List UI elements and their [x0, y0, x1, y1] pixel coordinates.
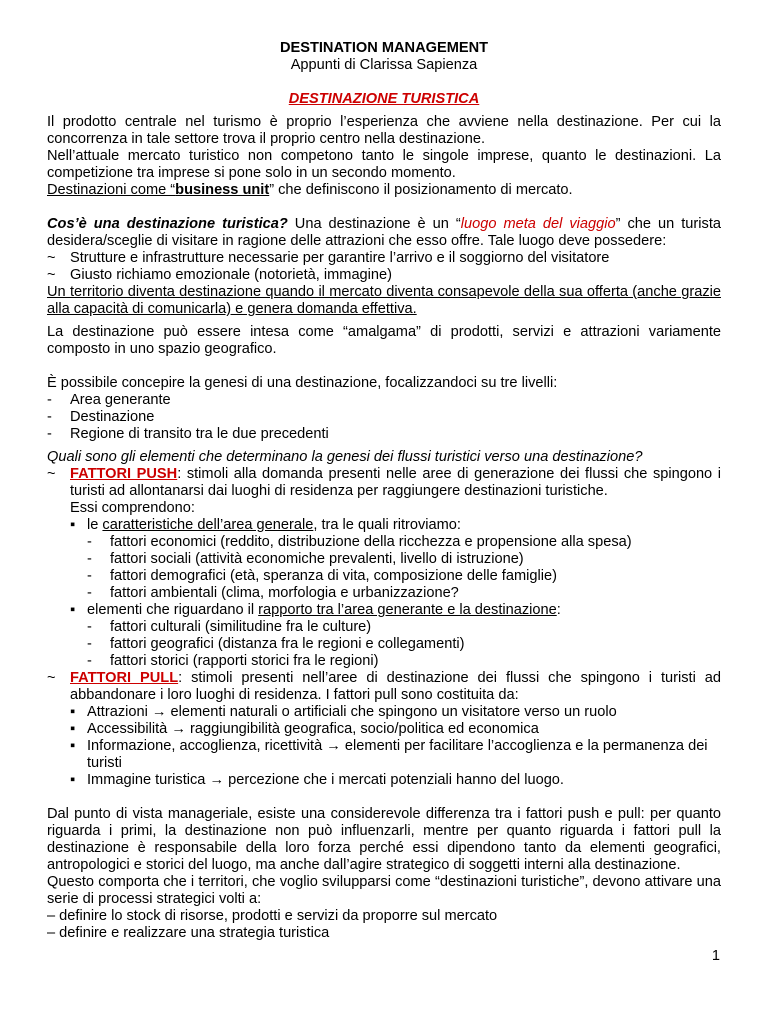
tilde-bullet: ~ — [47, 466, 56, 482]
list-item: ▪ Informazione, accoglienza, ricettività → elementi per facilitare l’accoglienza e la permanenza dei turisti — [70, 738, 708, 771]
intro-paragraph-3: Destinazioni come “business unit” che definiscono il posizionamento di mercato. — [47, 182, 573, 198]
list-item: - fattori storici (rapporti storici fra le regioni) — [87, 653, 379, 669]
list-item: ▪ Immagine turistica → percezione che i mercati potenziali hanno del luogo. — [70, 772, 564, 788]
list-item: - fattori geografici (distanza fra le regioni e collegamenti) — [87, 636, 465, 652]
pull-label: FATTORI PULL — [70, 670, 179, 686]
intro-paragraph-2: Nell’attuale mercato turistico non competono tanto le singole imprese, quanto le destinazioni. La competizione tra imprese si pone solo in un secondo momento. — [47, 148, 721, 181]
tilde-bullet: ~ — [47, 250, 56, 266]
list-item: ▪ Accessibilità → raggiungibilità geografica, socio/politica ed economica — [70, 721, 539, 737]
conclusion-paragraph-1: Dal punto di vista manageriale, esiste una considerevole differenza tra i fattori push e pull: per quanto riguarda i primi, la destinazione non può influenzarli, mentre per quanto riguarda i fattori pull la destinazione è responsabile della loro forza perché essi dipendono tanto da elementi geografici, antropologici e storici del luogo, ma anche dall’agire strategico di soggetti interni alla destinazione. — [47, 806, 721, 873]
intro-paragraph-1: Il prodotto centrale nel turismo è proprio l’esperienza che avviene nella destinazione. Per cui la concorrenza in tale settore trova il proprio centro nella destinazione. — [47, 114, 721, 147]
list-item: - fattori culturali (similitudine fra le culture) — [87, 619, 372, 635]
list-item: - Destinazione — [47, 409, 155, 425]
page-number: 1 — [711, 948, 720, 964]
amalgama-paragraph: La destinazione può essere intesa come “amalgama” di prodotti, servizi e attrazioni variamente composto in uno spazio geografico. — [47, 324, 721, 357]
list-item: - fattori sociali (attività economiche prevalenti, livello di istruzione) — [87, 551, 524, 567]
section-title: DESTINAZIONE TURISTICA — [288, 91, 480, 107]
push-factors-item: ~ FATTORI PUSH: stimoli alla domanda presenti nelle aree di generazione dei flussi che spingono i turisti ad allontanarsi dai luoghi di residenza per raggiungere destinazioni turistiche. — [47, 466, 721, 499]
tilde-bullet: ~ — [47, 670, 56, 686]
page-content — [47, 40, 721, 942]
list-item: - Area generante — [47, 392, 171, 408]
list-item: - fattori demografici (età, speranza di vita, composizione delle famiglie) — [87, 568, 557, 584]
list-item: ▪ elementi che riguardano il rapporto tra l’area generante e la destinazione: — [70, 602, 561, 618]
pull-factors-item: ~ FATTORI PULL: stimoli presenti nell’aree di destinazione dei flussi che spingono i turisti ad abbandonare i loro luoghi di residenza. I fattori pull sono costituita da: — [47, 670, 721, 703]
push-comprise: Essi comprendono: — [70, 500, 195, 516]
list-item: ▪ le caratteristiche dell’area generale, tra le quali ritroviamo: — [70, 517, 461, 533]
document-subtitle: Appunti di Clarissa Sapienza — [290, 57, 478, 73]
list-item: – definire e realizzare una strategia turistica — [47, 925, 330, 941]
document-title: DESTINATION MANAGEMENT — [279, 40, 489, 56]
definition-question: Cos’è una destinazione turistica? — [47, 216, 288, 232]
push-label: FATTORI PUSH — [70, 466, 178, 482]
conclusion-paragraph-2: Questo comporta che i territori, che voglio svilupparsi come “destinazioni turistiche”, devono attivare una serie di processi strategici volti a: — [47, 874, 721, 907]
list-item: ▪ Attrazioni → elementi naturali o artificiali che spingono un visitatore verso un ruolo — [70, 704, 617, 720]
list-item: ~ Strutture e infrastrutture necessarie per garantire l’arrivo e il soggiorno del visitatore — [47, 250, 610, 266]
list-item: - fattori ambientali (clima, morfologia e urbanizzazione? — [87, 585, 459, 601]
tilde-bullet: ~ — [47, 267, 56, 283]
list-item: - fattori economici (reddito, distribuzione della ricchezza e propensione alla spesa) — [87, 534, 632, 550]
definition-paragraph: Cos’è una destinazione turistica? Una destinazione è un “luogo meta del viaggio” che un turista desidera/sceglie di visitare in ragione delle attrazioni che esso offre. Tale luogo deve possedere: — [47, 216, 721, 249]
list-item: ~ Giusto richiamo emozionale (notorietà, immagine) — [47, 267, 393, 283]
genesis-intro: È possibile concepire la genesi di una destinazione, focalizzandoci su tre livelli: — [47, 375, 558, 391]
definition-quote: luogo meta del viaggio — [460, 216, 616, 232]
list-item: - Regione di transito tra le due precedenti — [47, 426, 329, 442]
factors-question: Quali sono gli elementi che determinano la genesi dei flussi turistici verso una destinazione? — [47, 449, 643, 465]
business-unit-term: business unit — [175, 182, 270, 198]
underlined-statement: Un territorio diventa destinazione quando il mercato diventa consapevole della sua offerta (anche grazie alla capacità di comunicarla) e genera domanda effettiva. — [47, 284, 721, 317]
list-item: – definire lo stock di risorse, prodotti e servizi da proporre sul mercato — [47, 908, 498, 924]
